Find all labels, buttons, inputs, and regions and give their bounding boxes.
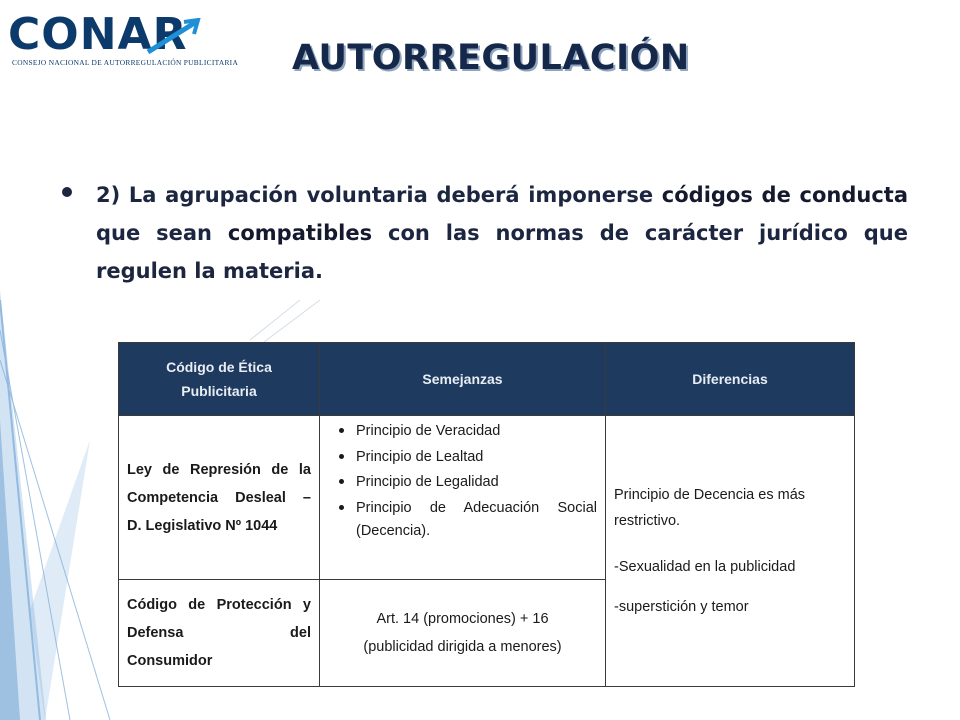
row-label-line: Competencia Desleal –	[127, 489, 311, 506]
similarity-line: Art. 14 (promociones) + 16	[376, 611, 549, 627]
similarities-cell-articles	[320, 580, 606, 687]
difference-item: -Sexualidad en la publicidad	[614, 559, 796, 575]
list-item: • Principio de Adecuación Social (Decencia).	[356, 495, 597, 544]
list-item: • Principio de Legalidad	[356, 469, 597, 495]
difference-item: -superstición y temor	[614, 599, 749, 615]
logo-subtitle: CONSEJO NACIONAL DE AUTORREGULACIÓN PUBLICITARIA	[12, 58, 239, 67]
conar-logo	[8, 9, 239, 70]
differences-cell	[606, 416, 855, 687]
bullet-text-part: que sean	[96, 221, 228, 245]
difference-item: Principio de Decencia es más restrictivo.	[614, 487, 806, 529]
row-label-line: Consumidor	[127, 653, 213, 669]
list-item: • Principio de Veracidad	[356, 418, 597, 444]
similarity-line: (publicidad dirigida a menores)	[363, 639, 562, 655]
similarities-cell	[320, 416, 606, 580]
row-label-line: Código de Protección y	[127, 597, 311, 613]
bullet-highlight-codes: códigos de conducta	[661, 183, 908, 207]
list-item: • Principio de Lealtad	[356, 444, 597, 470]
row-label-line: Defensa del	[127, 625, 311, 641]
comparison-table	[118, 342, 855, 687]
bullet-highlight-compatible: compatibles	[227, 221, 373, 245]
row-label-ley	[119, 416, 320, 580]
row-label-line: Ley de Represión de la	[127, 461, 311, 478]
row-label-line: D. Legislativo Nº 1044	[127, 517, 278, 534]
header-cell-differences: Diferencias	[606, 343, 855, 416]
bullet-text-part: con las normas de carácter jurídico que regulen la materia.	[96, 221, 908, 283]
logo-wordmark: CONAR	[8, 9, 188, 60]
row-label-codigo	[119, 580, 320, 687]
header-cell-similarities: Semejanzas	[320, 343, 606, 416]
table-row	[119, 416, 855, 580]
table-header-row	[119, 343, 855, 416]
header-cell-code: Código de Ética Publicitaria	[119, 343, 320, 416]
bullet-text	[96, 176, 908, 290]
bullet-text-part: 2) La agrupación voluntaria deberá imponerse	[96, 183, 662, 207]
bullet-dot-icon	[62, 187, 72, 197]
page-title: AUTORREGULACIÓN	[292, 38, 690, 78]
similarities-list	[328, 418, 597, 544]
logo-arrow-icon	[144, 18, 204, 56]
